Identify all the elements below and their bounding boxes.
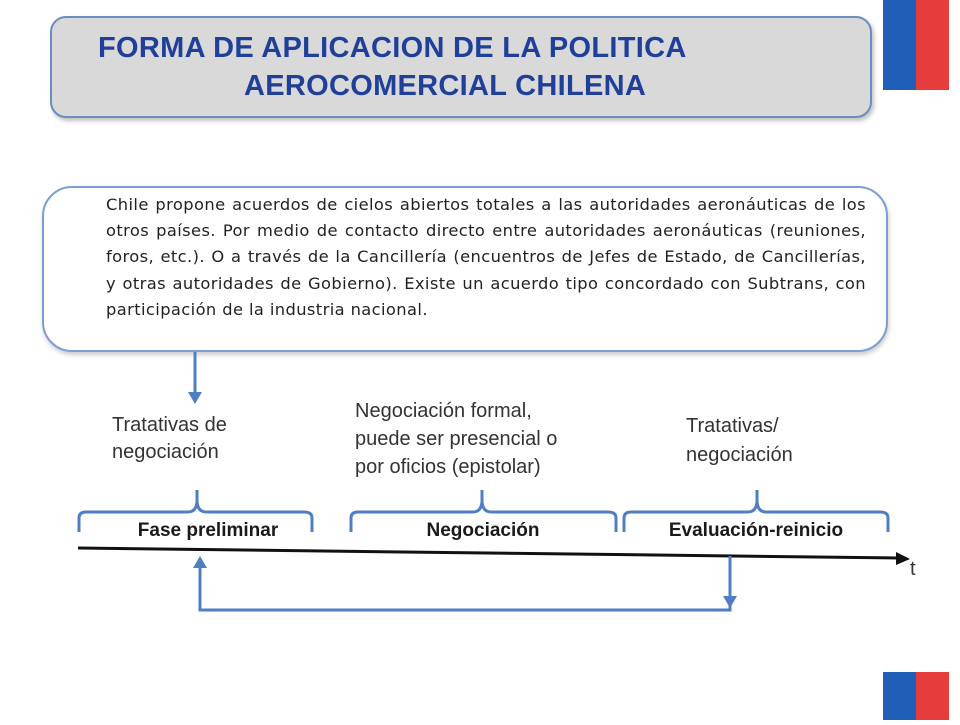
- feedback-loop-arrow: [200, 556, 730, 610]
- note-preliminar-line: negociación: [112, 441, 219, 463]
- page-title-line-2: AEROCOMERCIAL CHILENA: [244, 70, 647, 102]
- note-negociacion-line: por oficios (epistolar): [355, 456, 541, 478]
- loop-down-arrowhead-icon: [723, 596, 737, 608]
- note-evaluacion: [686, 412, 793, 470]
- loop-up-arrowhead-icon: [193, 556, 207, 568]
- axis-label-t: t: [910, 558, 916, 580]
- phase-evaluacion: Evaluación-reinicio: [668, 520, 844, 541]
- note-preliminar-line: Tratativas de: [112, 414, 227, 436]
- note-preliminar: [112, 412, 227, 466]
- phase-negociacion: Negociación: [426, 520, 540, 541]
- description-text: Chile propone acuerdos de cielos abiertos totales a las autoridades aeronáuticas de los otros países. Por medio de contacto directo entre autoridades aeronáuticas (reuniones, foros, etc.). O a través de la Cancillería (encuentros de Jefes de Estado, de Cancillerías, y otras autoridades de Gobierno). Existe un acuerdo tipo concordado con Subtrans, con participación de la industria nacional.: [106, 195, 866, 319]
- note-negociacion-line: puede ser presencial o: [355, 428, 558, 450]
- page-title-line-1: FORMA DE APLICACION DE LA POLITICA: [98, 32, 687, 64]
- phase-preliminar: Fase preliminar: [137, 520, 279, 541]
- note-negociacion-line: Negociación formal,: [355, 400, 532, 422]
- note-evaluacion-line: Tratativas/: [686, 415, 779, 437]
- down-arrow: [188, 352, 202, 404]
- note-negociacion: [355, 397, 557, 481]
- note-evaluacion-line: negociación: [686, 444, 793, 466]
